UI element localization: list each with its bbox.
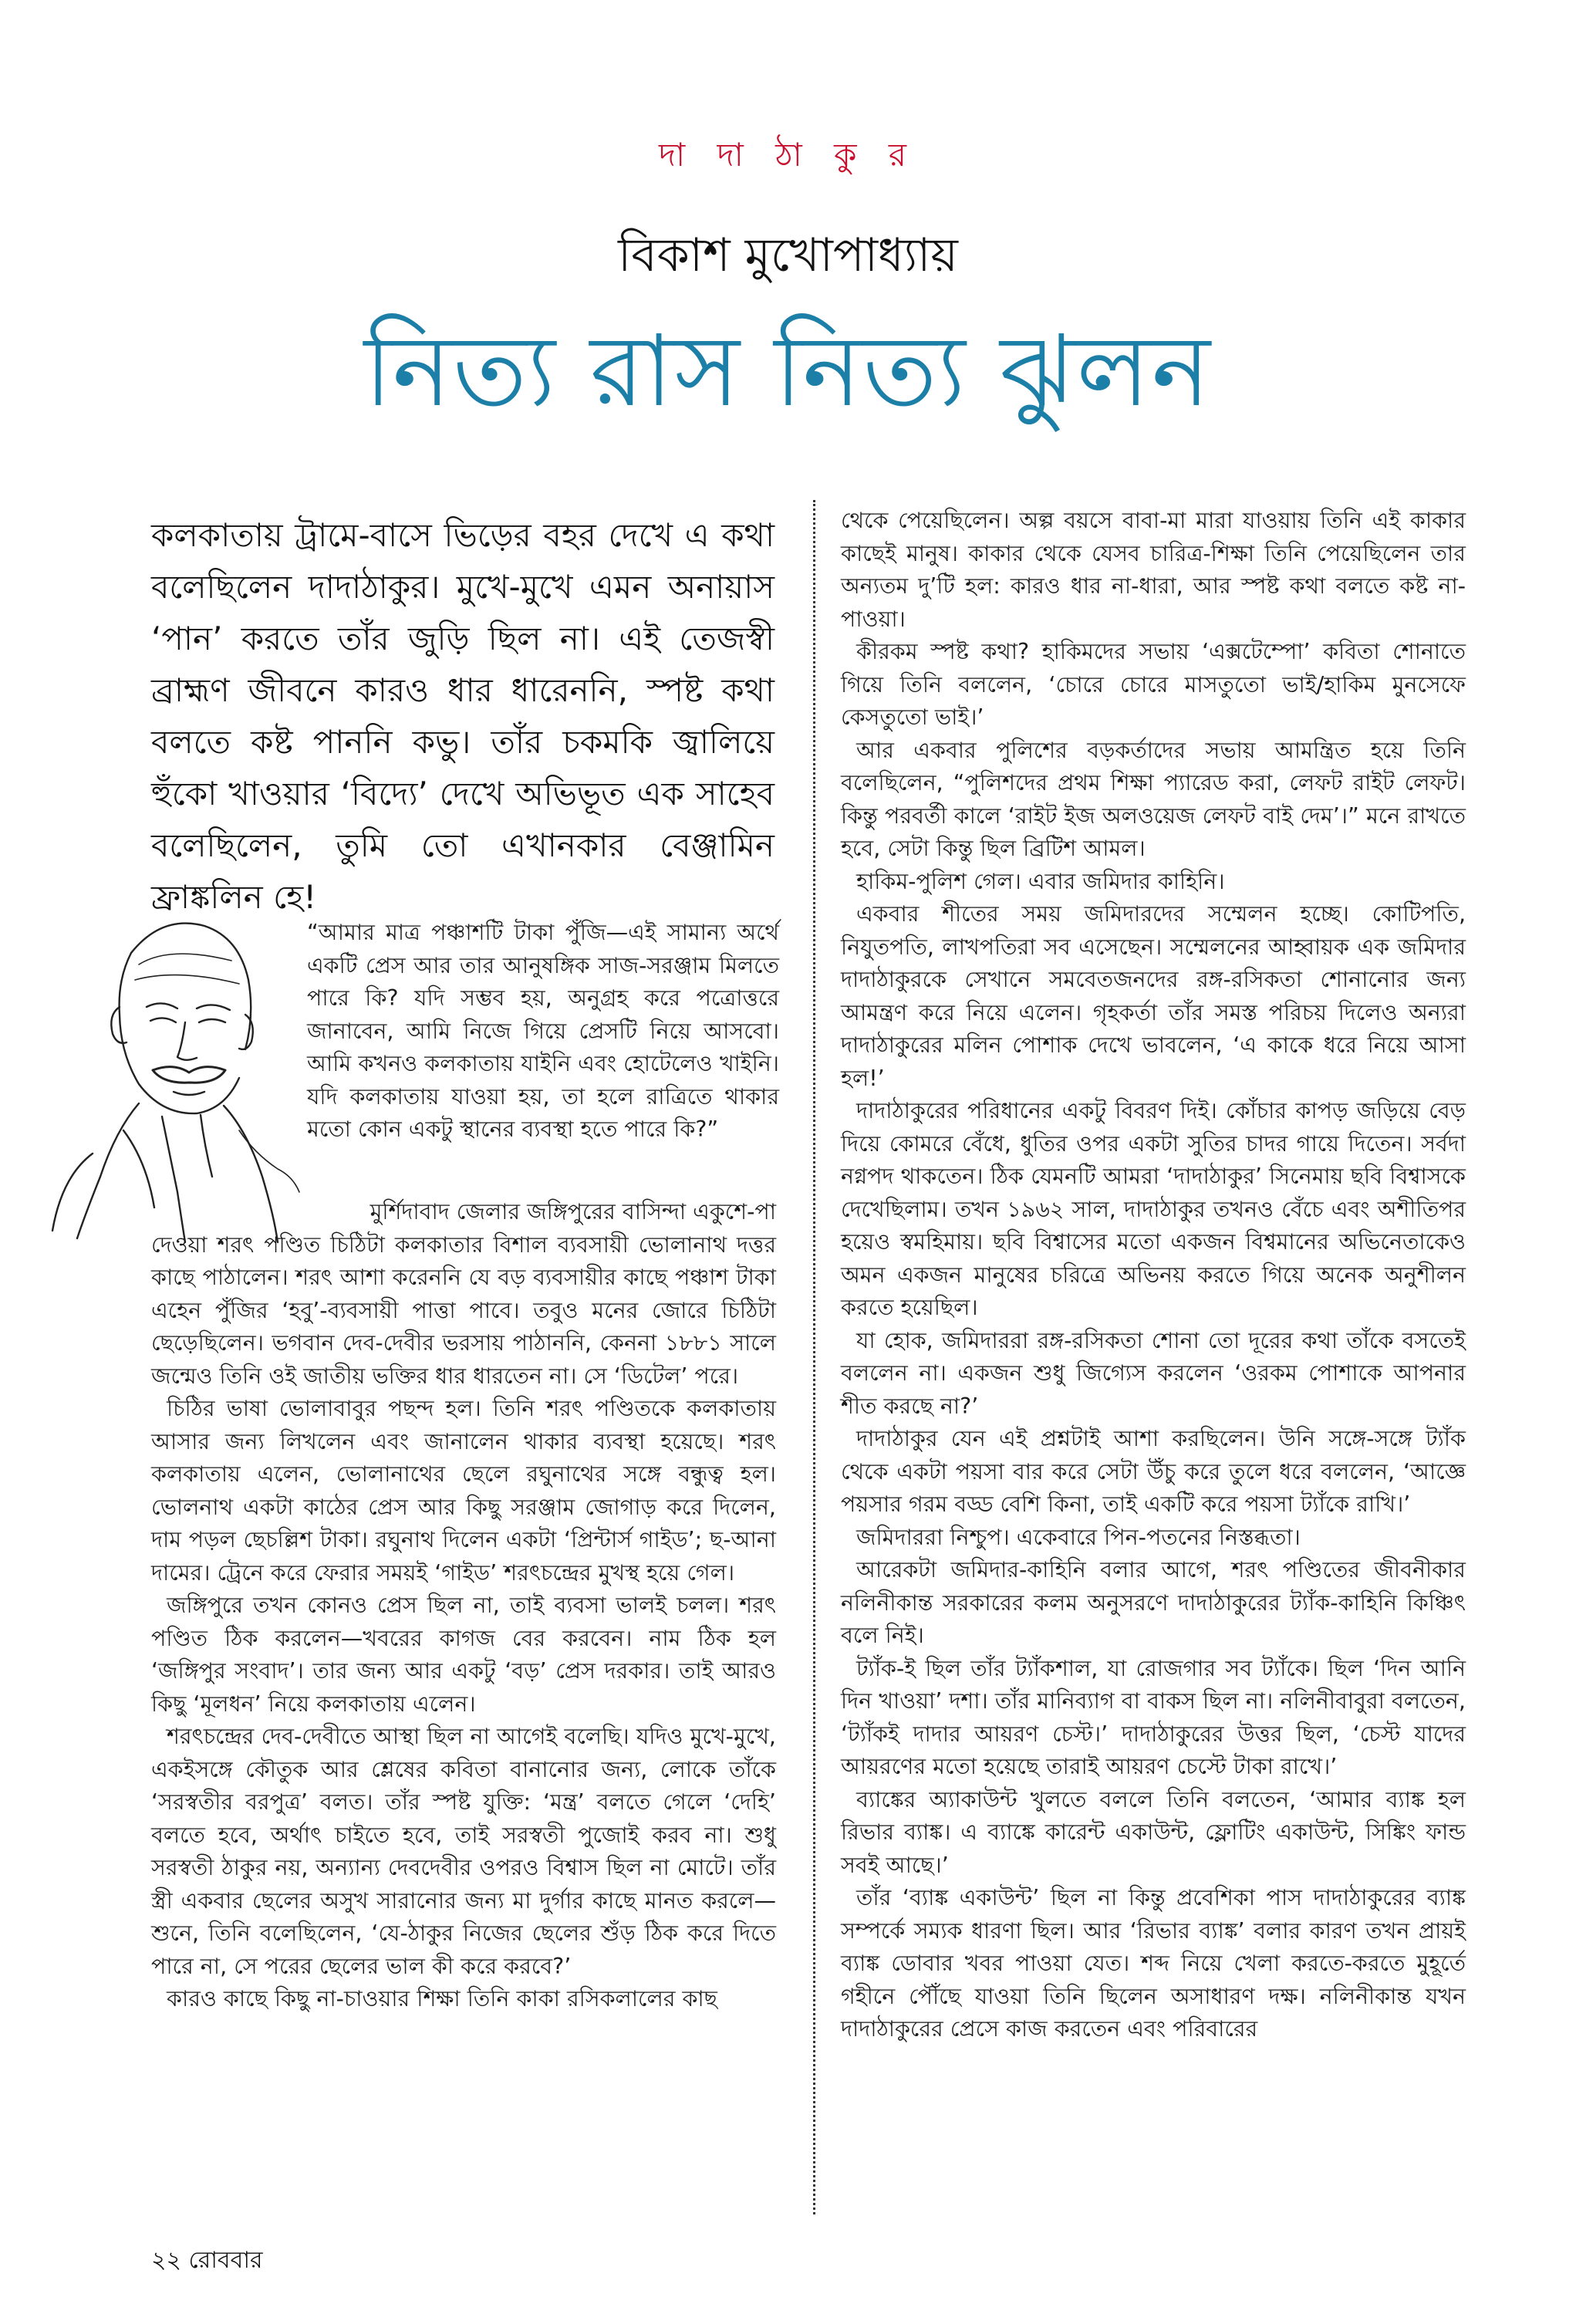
left-paragraph-2: জঙ্গিপুরে তখন কোনও প্রেস ছিল না, তাই ব্যবসা ভালই চলল। শরৎ পণ্ডিত ঠিক করলেন—খবরের কাগজ বের করবেন। নাম ঠিক হল ‘জঙ্গিপুর সংবাদ’। তার জন্য আর একটু ‘বড়’ প্রেস দরকার। তাই আরও কিছু ‘মূলধন’ নিয়ে কলকাতায় এলেন।: [151, 1593, 776, 1717]
right-paragraph-9: আরেকটা জমিদার-কাহিনি বলার আগে, শরৎ পণ্ডিতের জীবনীকার নলিনীকান্ত সরকারের কলম অনুসরণে দাদাঠাকুরের ট্যাঁক-কাহিনি কিঞ্চিৎ বলে নিই।: [841, 1557, 1466, 1648]
left-paragraph-4: কারও কাছে কিছু না-চাওয়ার শিক্ষা তিনি কাকা রসিকলালের কাছ: [167, 1986, 717, 2012]
section-tag: দা দা ঠা কু র: [658, 136, 917, 174]
left-lead-run: মুর্শিদাবাদ জেলার জঙ্গিপুরের বাসিন্দা একুশে-পা: [370, 1199, 776, 1224]
intro-standfirst: কলকাতায় ট্রামে-বাসে ভিড়ের বহর দেখে এ কথা বলেছিলেন দাদাঠাকুর। মুখে-মুখে এমন অনায়াস ‘পান’ করতে তাঁর জুড়ি ছিল না। এই তেজস্বী ব্রাহ্মণ জীবনে কারও ধার ধারেননি, স্পষ্ট কথা বলতে কষ্ট পাননি কভু। তাঁর চকমকি জ্বালিয়ে হুঁকো খাওয়ার ‘বিদ্যে’ দেখে অভিভূত এক সাহেব বলেছিলেন, তুমি তো এখানকার বেঞ্জামিন ফ্রাঙ্কলিন হে!: [151, 516, 775, 916]
right-continuation: থেকে পেয়েছিলেন। অল্প বয়সে বাবা-মা মারা যাওয়ায় তিনি এই কাকার কাছেই মানুষ। কাকার থেকে যেসব চারিত্র-শিক্ষা তিনি পেয়েছিলেন তার অন্যতম দু’টি হল: কারও ধার না-ধারা, আর স্পষ্ট কথা বলতে কষ্ট না-পাওয়া।: [841, 508, 1466, 632]
left-paragraph-1: চিঠির ভাষা ভোলাবাবুর পছন্দ হল। তিনি শরৎ পণ্ডিতকে কলকাতায় আসার জন্য লিখলেন এবং জানালেন থাকার ব্যবস্থা হয়েছে। শরৎ কলকাতায় এলেন, ভোলানাথের ছেলে রঘুনাথের সঙ্গে বন্ধুত্ব হল। ভোলনাথ একটা কাঠের প্রেস আর কিছু সরঞ্জাম জোগাড় করে দিলেন, দাম পড়ল ছেচল্লিশ টাকা। রঘুনাথ দিলেন একটা ‘প্রিন্টার্স গাইড’; ছ-আনা দামের। ট্রেনে করে ফেরার সময়ই ‘গাইড’ শরৎচন্দ্রের মুখস্থ হয়ে গেল।: [151, 1396, 776, 1586]
right-paragraph-11: ব্যাঙ্কের অ্যাকাউন্ট খুলতে বললে তিনি বলতেন, ‘আমার ব্যাঙ্ক হল রিভার ব্যাঙ্ক। এ ব্যাঙ্কে কারেন্ট একাউন্ট, ফ্লোটিং একাউন্ট, সিঙ্কিং ফান্ড সবই আছে।’: [841, 1786, 1466, 1878]
left-column-body: [151, 1196, 776, 2016]
right-paragraph-3: হাকিম-পুলিশ গেল। এবার জমিদার কাহিনি।: [856, 868, 1225, 894]
portrait-illustration: [46, 899, 301, 1246]
right-paragraph-12: তাঁর ‘ব্যাঙ্ক একাউন্ট’ ছিল না কিন্তু প্রবেশিকা পাস দাদাঠাকুরের ব্যাঙ্ক সম্পর্কে সম্যক ধারণা ছিল। আর ‘রিভার ব্যাঙ্ক’ বলার কারণ তখন প্রায়ই ব্যাঙ্ক ডোবার খবর পাওয়া যেত। শব্দ নিয়ে খেলা করতে-করতে মুহূর্তে গহীনে পৌঁছে যাওয়া তিনি ছিলেন অসাধারণ দক্ষ। নলিনীকান্ত যখন দাদাঠাকুরের প্রেসে কাজ করতেন এবং পরিবারের: [841, 1885, 1466, 2042]
right-paragraph-6: যা হোক, জমিদাররা রঙ্গ-রসিকতা শোনা তো দূরের কথা তাঁকে বসতেই বললেন না। একজন শুধু জিগ্যেস করলেন ‘ওরকম পোশাকে আপনার শীত করছে না?’: [841, 1327, 1466, 1419]
quoted-letter: [307, 917, 779, 1147]
right-paragraph-4: একবার শীতের সময় জমিদারদের সম্মেলন হচ্ছে। কোটিপতি, নিযুতপতি, লাখপতিরা সব এসেছেন। সম্মেলনের আহ্বায়ক এক জমিদার দাদাঠাকুরকে সেখানে সমবেতজনদের রঙ্গ-রসিকতা শোনানোর জন্য আমন্ত্রণ করে নিয়ে এলেন। গৃহকর্তা তাঁর সমস্ত পরিচয় দিলেও অন্যরা দাদাঠাকুরের মলিন পোশাক দেখে ভাবলেন, ‘এ কাকে ধরে নিয়ে আসা হল!’: [841, 901, 1466, 1091]
article-headline: নিত্য রাস নিত্য ঝুলন: [363, 314, 1213, 429]
right-paragraph-7: দাদাঠাকুর যেন এই প্রশ্নটাই আশা করছিলেন। উনি সঙ্গে-সঙ্গে ট্যাঁক থেকে একটা পয়সা বার করে সেটা উঁচু করে তুলে ধরে বললেন, ‘আজ্ঞে পয়সার গরম বড্ড বেশি কিনা, তাই একটি করে পয়সা ট্যাঁকে রাখি।’: [841, 1426, 1466, 1517]
right-paragraph-8: জমিদাররা নিশ্চুপ। একেবারে পিন-পতনের নিস্তব্ধতা।: [856, 1524, 1301, 1550]
right-paragraph-5: দাদাঠাকুরের পরিধানের একটু বিবরণ দিই। কোঁচার কাপড় জড়িয়ে বেড় দিয়ে কোমরে বেঁধে, ধুতির ওপর একটা সুতির চাদর গায়ে দিতেন। সর্বদা নগ্নপদ থাকতেন। ঠিক যেমনটি আমরা ‘দাদাঠাকুর’ সিনেমায় ছবি বিশ্বাসকে দেখেছিলাম। তখন ১৯৬২ সাল, দাদাঠাকুর তখনও বেঁচে এবং অশীতিপর হয়েও স্বমহিমায়। ছবি বিশ্বাসের মতো একজন বিশ্বমানের অভিনেতাকেও অমন একজন মানুষের চরিত্রে অভিনয় করতে গিয়ে অনেক অনুশীলন করতে হয়েছিল।: [841, 1098, 1466, 1320]
column-divider: [813, 500, 815, 2214]
letter-text: “আমার মাত্র পঞ্চাশটি টাকা পুঁজি—এই সামান্য অর্থে একটি প্রেস আর তার আনুষঙ্গিক সাজ-সরঞ্জাম মিলতে পারে কি? যদি সম্ভব হয়, অনুগ্রহ করে পত্রোত্তরে জানাবেন, আমি নিজে গিয়ে প্রেসটি নিয়ে আসবো। আমি কখনও কলকাতায় যাইনি এবং হোটেলেও খাইনি। যদি কলকাতায় যাওয়া হয়, তা হলে রাত্রিতে থাকার মতো কোন একটু স্থানের ব্যবস্থা হতে পারে কি?”: [307, 920, 779, 1142]
left-paragraph-3: শরৎচন্দ্রের দেব-দেবীতে আস্থা ছিল না আগেই বলেছি। যদিও মুখে-মুখে, একইসঙ্গে কৌতুক আর শ্লেষের কবিতা বানানোর জন্য, লোকে তাঁকে ‘সরস্বতীর বরপুত্র’ বলত। তাঁর স্পষ্ট যুক্তি: ‘মন্ত্র’ বলতে গেলে ‘দেহি’ বলতে হবে, অর্থাৎ চাইতে হবে, তাই সরস্বতী পুজোই করব না। শুধু সরস্বতী ঠাকুর নয়, অন্যান্য দেবদেবীর ওপরও বিশ্বাস ছিল না মোটে। তাঁর স্ত্রী একবার ছেলের অসুখ সারানোর জন্য মা দুর্গার কাছে মানত করলে—শুনে, তিনি বলেছিলেন, ‘যে-ঠাকুর নিজের ছেলের শুঁড় ঠিক করে দিতে পারে না, সে পরের ছেলের ভাল কী করে করবে?’: [151, 1724, 776, 1979]
page-folio: ২২ রোববার: [151, 2247, 263, 2274]
right-paragraph-1: কীরকম স্পষ্ট কথা? হাকিমদের সভায় ‘এক্সটেম্পো’ কবিতা শোনাতে গিয়ে তিনি বললেন, ‘চোরে চোরে মাসতুতো ভাই/হাকিম মুনসেফে কেসতুতো ভাই।’: [841, 639, 1466, 730]
right-paragraph-2: আর একবার পুলিশের বড়কর্তাদের সভায় আমন্ত্রিত হয়ে তিনি বলেছিলেন, “পুলিশদের প্রথম শিক্ষা প্যারেড করা, লেফট রাইট লেফট। কিন্তু পরবর্তী কালে ‘রাইট ইজ অলওয়েজ লেফট বাই দেম’।” মনে রাখতে হবে, সেটা কিন্তু ছিল ব্রিটিশ আমল।: [841, 737, 1466, 861]
left-lead-rest: দেওয়া শরৎ পণ্ডিত চিঠিটা কলকাতার বিশাল ব্যবসায়ী ভোলানাথ দত্তর কাছে পাঠালেন। শরৎ আশা করেননি যে বড় ব্যবসায়ীর কাছে পঞ্চাশ টাকা এহেন পুঁজির ‘হবু’-ব্যবসায়ী পাত্তা পাবে। তবুও মনের জোরে চিঠিটা ছেড়েছিলেন। ভগবান দেব-দেবীর ভরসায় পাঠাননি, কেননা ১৮৮১ সালে জন্মেও তিনি ওই জাতীয় ভক্তির ধার ধারতেন না। সে ‘ডিটেল’ পরে।: [151, 1231, 776, 1389]
author-byline: বিকাশ মুখোপাধ্যায়: [618, 228, 958, 282]
right-column-body: [841, 505, 1466, 2046]
right-paragraph-10: ট্যাঁক-ই ছিল তাঁর ট্যাঁকশাল, যা রোজগার সব ট্যাঁকে। ছিল ‘দিন আনি দিন খাওয়া’ দশা। তাঁর মানিব্যাগ বা বাকস ছিল না। নলিনীবাবুরা বলতেন, ‘ট্যাঁকই দাদার আয়রণ চেস্ট।’ দাদাঠাকুরের উত্তর ছিল, ‘চেস্ট যাদের আয়রণের মতো হয়েছে তারাই আয়রণ চেস্টে টাকা রাখে।’: [841, 1655, 1466, 1779]
